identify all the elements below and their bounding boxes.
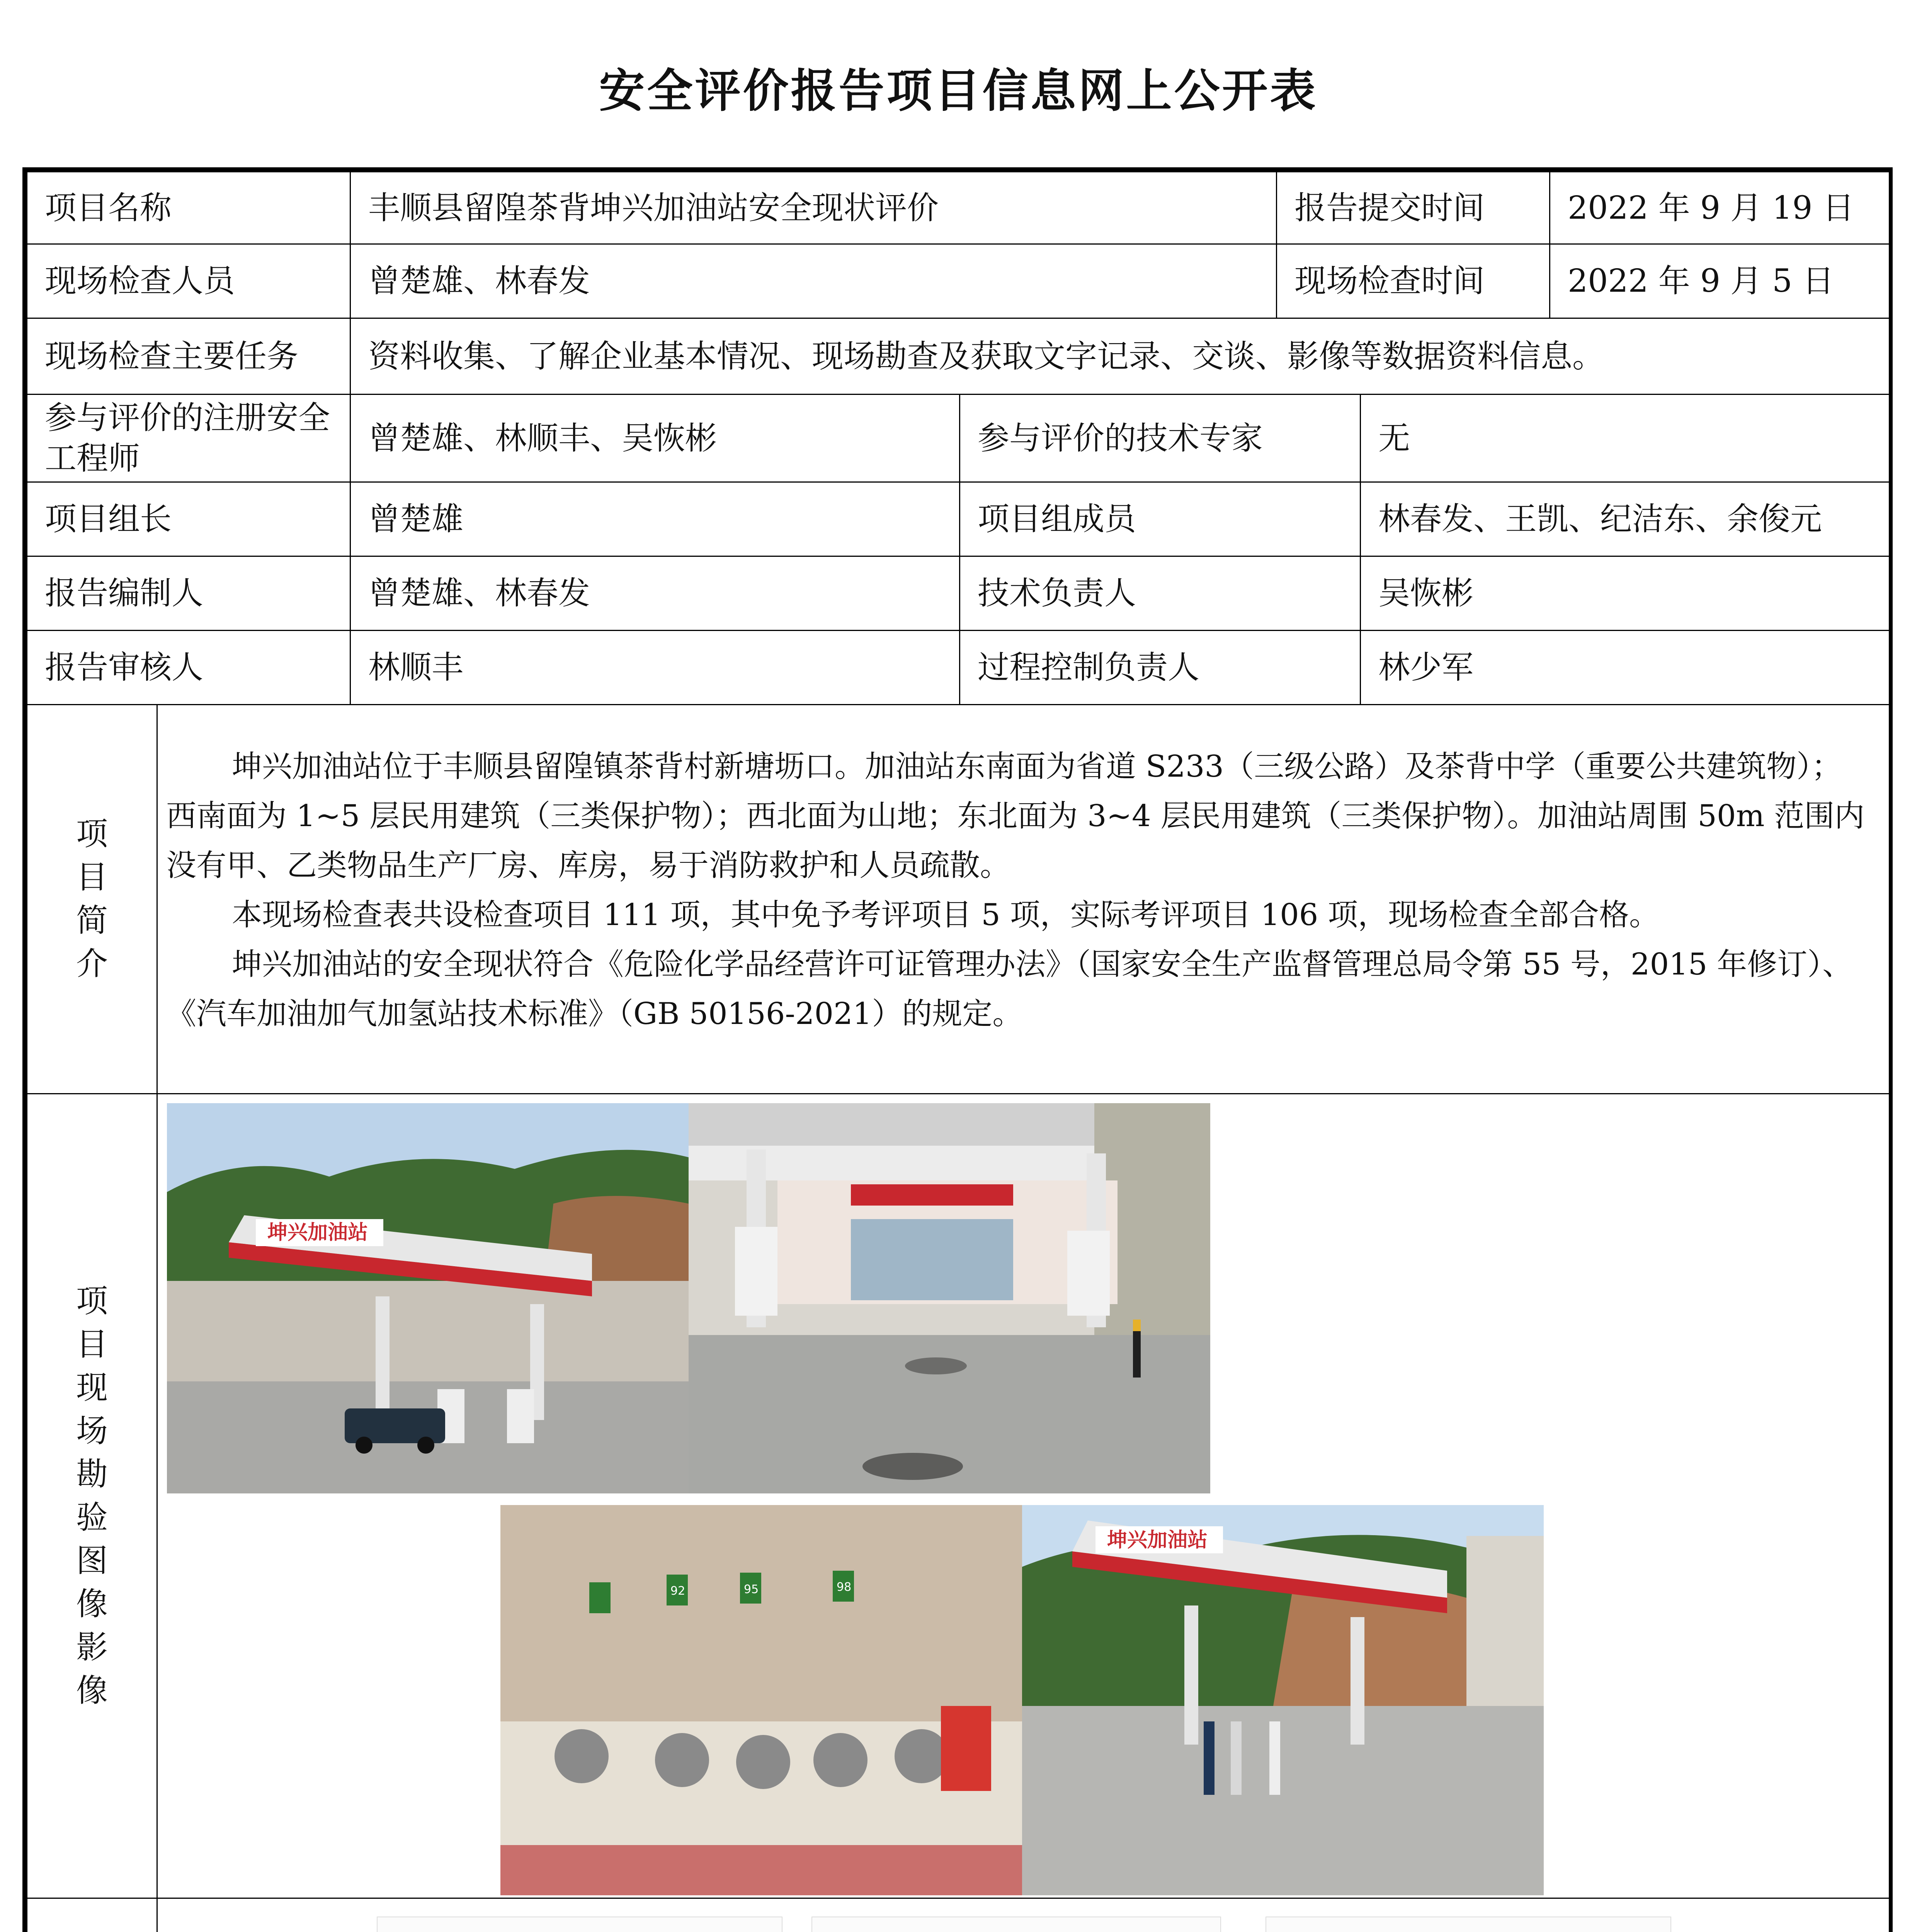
- photo1-sign: 坤兴加油站: [267, 1221, 368, 1244]
- intro-paragraph-2: 本现场检查表共设检查项目 111 项，其中免予考评项目 5 项，实际考评项目 106 项，现场检查全部合格。: [232, 898, 1660, 932]
- experts-value: 无: [1360, 394, 1893, 483]
- leader-label: 项目组长: [26, 481, 351, 557]
- tech-label: 技术负责人: [959, 556, 1361, 631]
- task-value: 资料收集、了解企业基本情况、现场勘查及获取文字记录、交谈、影像等数据资料信息。: [350, 318, 1893, 395]
- submit-time-value: 2022 年 9 月 19 日: [1549, 171, 1893, 245]
- members-label: 项目组成员: [959, 481, 1361, 557]
- process-value: 林少军: [1360, 630, 1893, 705]
- tech-value: 吴恢彬: [1360, 556, 1893, 631]
- inspectors-value: 曾楚雄、林春发: [350, 243, 1277, 319]
- fuel-label-95: 95: [744, 1583, 759, 1596]
- experts-label: 参与评价的技术专家: [959, 394, 1361, 483]
- inspect-time-label: 现场检查时间: [1276, 243, 1550, 319]
- reviewer-value: 林顺丰: [350, 630, 960, 705]
- pages-label-cell: [26, 1898, 158, 1932]
- report-conclusion-page: [1266, 1917, 1671, 1932]
- process-label: 过程控制负责人: [959, 630, 1361, 705]
- photos-label: 项目现场勘验图像影像: [76, 1282, 108, 1709]
- fuel-label-98: 98: [837, 1580, 852, 1594]
- members-value: 林春发、王凯、纪洁东、余俊元: [1360, 481, 1893, 557]
- intro-text: [166, 742, 1866, 1039]
- inspect-time-value: 2022 年 9 月 5 日: [1549, 243, 1893, 319]
- photo-pump-wellheads: [500, 1505, 1022, 1895]
- photo-station-front: [167, 1103, 689, 1493]
- intro-label: 项目简介: [76, 816, 108, 982]
- inspectors-label: 现场检查人员: [26, 243, 351, 319]
- project-name-value: 丰顺县留隍茶背坤兴加油站安全现状评价: [350, 171, 1277, 245]
- photo-station-forecourt: [689, 1103, 1210, 1493]
- editor-label: 报告编制人: [26, 556, 351, 631]
- intro-paragraph-3: 坤兴加油站的安全现状符合《危险化学品经营许可证管理办法》（国家安全生产监督管理总局令第 55 号，2015 年修订）、《汽车加油加气加氢站技术标准》（GB 50156-2021）的规定。: [166, 947, 1853, 1031]
- engineers-value: 曾楚雄、林顺丰、吴恢彬: [350, 394, 960, 483]
- photo4-sign: 坤兴加油站: [1107, 1529, 1208, 1552]
- photo-station-inspectors: [1022, 1505, 1544, 1895]
- intro-label-cell: [26, 704, 158, 1094]
- engineers-label: 参与评价的注册安全工程师: [26, 394, 351, 483]
- submit-time-label: 报告提交时间: [1276, 171, 1550, 245]
- report-cover-page: [377, 1917, 782, 1932]
- project-name-label: 项目名称: [26, 171, 351, 245]
- page-title: 安全评价报告项目信息网上公开表: [599, 64, 1318, 117]
- reviewer-label: 报告审核人: [26, 630, 351, 705]
- editor-value: 曾楚雄、林春发: [350, 556, 960, 631]
- task-label: 现场检查主要任务: [26, 318, 351, 395]
- photos-label-cell: [26, 1093, 158, 1899]
- fuel-label-92: 92: [670, 1584, 685, 1598]
- leader-value: 曾楚雄: [350, 481, 960, 557]
- report-evaluators-page: [811, 1917, 1221, 1932]
- intro-paragraph-1: 坤兴加油站位于丰顺县留隍镇茶背村新塘坜口。加油站东南面为省道 S233（三级公路）及茶背中学（重要公共建筑物）；西南面为 1~5 层民用建筑（三类保护物）；西北面为山地；东北面为 3~4 层民用建筑（三类保护物）。加油站周围 50m 范围内没有甲、乙类物品生产厂房、库房，易于消防救护和人员疏散。: [166, 749, 1865, 883]
